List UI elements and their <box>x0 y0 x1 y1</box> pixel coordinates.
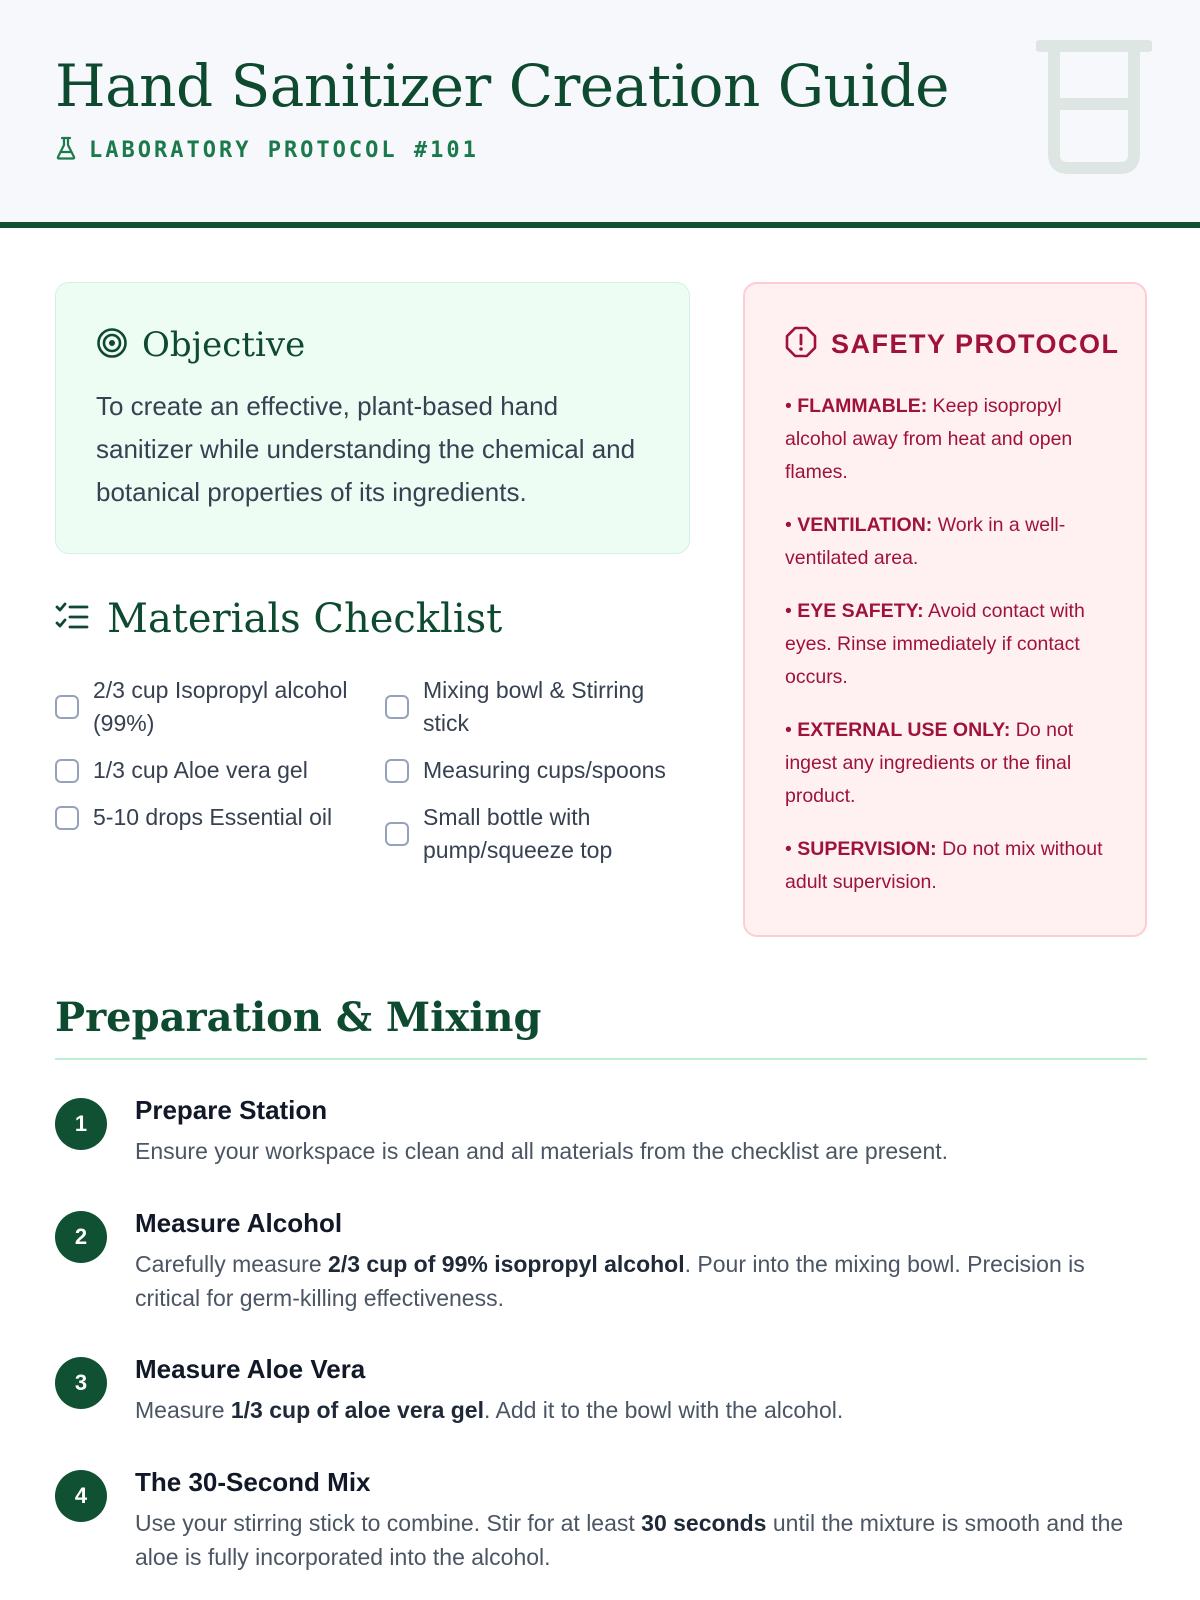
materials-header <box>55 596 502 642</box>
step-description: Ensure your workspace is clean and all materials from the checklist are present. <box>135 1138 949 1164</box>
safety-item: • SUPERVISION: Do not mix without adult supervision. <box>785 838 1103 893</box>
safety-item: • EYE SAFETY: Avoid contact with eyes. Rinse immediately if contact occurs. <box>785 600 1085 688</box>
checklist-item-label: Small bottle with pump/squeeze top <box>423 804 613 863</box>
section-divider <box>55 1058 1147 1060</box>
objective-title: Objective <box>142 325 306 365</box>
safety-item-text: Keep isopropyl alcohol away from heat and open flames. <box>785 395 1073 483</box>
safety-item-label: VENTILATION: <box>797 514 933 536</box>
flask-icon <box>55 136 77 165</box>
objective-card <box>55 282 690 554</box>
page-title: Hand Sanitizer Creation Guide <box>55 52 949 120</box>
protocol-label: LABORATORY PROTOCOL #101 <box>89 138 479 163</box>
safety-item-text: Avoid contact with eyes. Rinse immediately if contact occurs. <box>785 600 1085 688</box>
checkbox[interactable] <box>385 759 409 783</box>
checklist-item-label: 5-10 drops Essential oil <box>93 804 333 830</box>
safety-item-text: Work in a well-ventilated area. <box>785 514 1066 569</box>
checklist-item[interactable] <box>385 674 690 740</box>
alert-icon <box>785 326 817 363</box>
safety-item-text: Do not ingest any ingredients or the final product. <box>785 719 1074 807</box>
step-number: 1 <box>55 1098 107 1150</box>
step-number: 2 <box>55 1211 107 1263</box>
step-description: Measure 1/3 cup of aloe vera gel. Add it to the bowl with the alcohol. <box>135 1397 844 1423</box>
safety-item-text: Do not mix without adult supervision. <box>785 838 1103 893</box>
checklist-item-label: Measuring cups/spoons <box>423 757 666 783</box>
materials-title: Materials Checklist <box>107 596 503 642</box>
checklist-item[interactable] <box>55 754 365 787</box>
protocol-subtitle <box>55 136 479 165</box>
checkbox[interactable] <box>55 759 79 783</box>
checklist-item[interactable] <box>385 754 690 787</box>
safety-item-label: FLAMMABLE: <box>797 395 928 417</box>
step-title: Measure Alcohol <box>135 1208 343 1238</box>
safety-card <box>743 282 1147 937</box>
target-icon <box>96 327 128 364</box>
step-description: Use your stirring stick to combine. Stir for at least 30 seconds until the mixture is smooth and the aloe is fully incorporated into the alcohol. <box>135 1510 1124 1570</box>
safety-item: • VENTILATION: Work in a well-ventilated area. <box>785 514 1066 569</box>
step-title: The 30-Second Mix <box>135 1467 371 1497</box>
safety-header <box>785 326 1120 363</box>
objective-text: To create an effective, plant-based hand sanitizer while understanding the chemical and botanical properties of its ingredients. <box>96 391 636 507</box>
checklist-item-label: 2/3 cup Isopropyl alcohol (99%) <box>93 677 348 736</box>
page-header <box>0 0 1200 228</box>
beaker-icon <box>1036 40 1152 176</box>
checklist-item[interactable] <box>385 801 675 867</box>
safety-item-label: EXTERNAL USE ONLY: <box>797 719 1011 741</box>
checklist-item[interactable] <box>55 674 365 740</box>
checklist-item[interactable] <box>55 801 365 834</box>
safety-item-label: EYE SAFETY: <box>797 600 924 622</box>
checklist-item-label: Mixing bowl & Stirring stick <box>423 677 645 736</box>
safety-item-label: SUPERVISION: <box>797 838 937 860</box>
step-title: Measure Aloe Vera <box>135 1354 366 1384</box>
safety-list <box>785 390 1115 919</box>
checkbox[interactable] <box>55 806 79 830</box>
step-number: 4 <box>55 1470 107 1522</box>
preparation-title: Preparation & Mixing <box>55 994 542 1041</box>
safety-item: • FLAMMABLE: Keep isopropyl alcohol away from heat and open flames. <box>785 395 1073 483</box>
objective-header <box>96 325 305 365</box>
step-title: Prepare Station <box>135 1095 328 1125</box>
checkbox[interactable] <box>385 822 409 846</box>
safety-title: SAFETY PROTOCOL <box>831 329 1120 359</box>
checkbox[interactable] <box>55 695 79 719</box>
step-description: Carefully measure 2/3 cup of 99% isopropyl alcohol. Pour into the mixing bowl. Precision is critical for germ-killing effectiveness. <box>135 1251 1085 1311</box>
checklist-item-label: 1/3 cup Aloe vera gel <box>93 757 308 783</box>
checkbox[interactable] <box>385 695 409 719</box>
step-number: 3 <box>55 1357 107 1409</box>
safety-item: • EXTERNAL USE ONLY: Do not ingest any ingredients or the final product. <box>785 719 1074 807</box>
checklist-icon <box>55 602 89 637</box>
